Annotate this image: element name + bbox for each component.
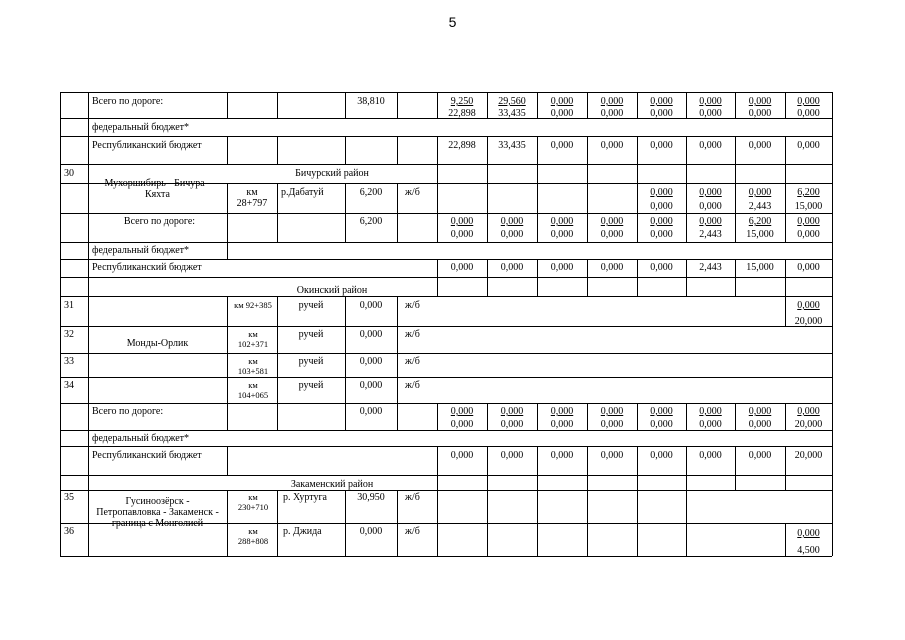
grid-line — [227, 446, 228, 475]
obstacle-name: ручей — [298, 356, 324, 367]
grid-line — [60, 490, 832, 491]
row-number: 34 — [64, 380, 74, 391]
grid-line — [88, 164, 89, 213]
grid-line — [345, 136, 346, 164]
federal-budget-label: федеральный бюджет* — [92, 245, 190, 256]
grid-line — [60, 296, 832, 297]
republican-budget-value: 20,000 — [794, 450, 823, 461]
km-mark: км 102+371 — [237, 329, 269, 349]
obstacle-name: р. Хуртуга — [283, 492, 327, 503]
total-top-value: 0,000 — [797, 406, 820, 417]
row-number: 32 — [64, 329, 74, 340]
total-top-value: 0,000 — [650, 96, 673, 107]
grid-line — [60, 430, 832, 431]
total-top-value: 0,000 — [699, 96, 722, 107]
row-number: 35 — [64, 492, 74, 503]
obstacle-name: р. Джида — [283, 526, 322, 537]
federal-budget-label: федеральный бюджет* — [92, 122, 190, 133]
total-length: 6,200 — [359, 216, 383, 227]
structure-type: ж/б — [405, 329, 420, 340]
grid-line — [60, 259, 832, 260]
total-bottom-value: 0,000 — [600, 108, 624, 119]
total-top-value: 0,000 — [699, 216, 722, 227]
grid-line — [277, 183, 278, 242]
value-bottom: 0,000 — [699, 201, 722, 212]
total-top-value: 0,000 — [600, 406, 624, 417]
republican-budget-value: 0,000 — [797, 262, 820, 273]
page-number: 5 — [448, 14, 457, 30]
km-mark: км 288+808 — [237, 526, 269, 546]
republican-budget-value: 33,435 — [498, 140, 526, 151]
republican-budget-value: 0,000 — [699, 140, 722, 151]
length-value: 0,000 — [359, 380, 383, 391]
grid-line — [60, 213, 832, 214]
km-mark: км 103+581 — [237, 356, 269, 376]
total-bottom-value: 20,000 — [794, 419, 823, 430]
grid-line — [397, 92, 398, 118]
value-top: 0,000 — [797, 300, 820, 311]
grid-line — [60, 242, 832, 243]
total-top-value: 0,000 — [797, 96, 820, 107]
grid-line — [88, 242, 89, 296]
value-top: 0,000 — [748, 187, 772, 198]
republican-budget-value: 0,000 — [797, 140, 820, 151]
grid-line — [227, 490, 228, 556]
grid-line — [60, 377, 832, 378]
total-top-value: 0,000 — [550, 96, 574, 107]
road-name: Мухоршибирь - Бичура - Кяхта — [104, 178, 211, 200]
total-bottom-value: 0,000 — [699, 419, 722, 430]
republican-budget-value: 0,000 — [600, 262, 624, 273]
total-top-value: 0,000 — [550, 406, 574, 417]
total-bottom-value: 0,000 — [699, 108, 722, 119]
row-number: 30 — [64, 168, 74, 179]
value-top: 6,200 — [797, 187, 820, 198]
length-value: 0,000 — [359, 300, 383, 311]
grid-line — [537, 490, 538, 556]
grid-line — [277, 92, 278, 118]
republican-budget-label: Республиканский бюджет — [92, 140, 202, 151]
total-top-value: 0,000 — [600, 96, 624, 107]
obstacle-name: ручей — [298, 380, 324, 391]
republican-budget-value: 0,000 — [550, 140, 574, 151]
length-value: 0,000 — [359, 356, 383, 367]
grid-line — [60, 92, 832, 93]
km-mark: км 28+797 — [236, 187, 268, 209]
km-mark: км 104+065 — [237, 380, 269, 400]
length-value: 30,950 — [357, 492, 385, 503]
km-mark: км 92+385 — [234, 300, 272, 310]
total-bottom-value: 0,000 — [600, 229, 624, 240]
total-bottom-value: 0,000 — [650, 229, 673, 240]
republican-budget-value: 0,000 — [550, 450, 574, 461]
total-top-value: 0,000 — [797, 216, 820, 227]
federal-budget-label: федеральный бюджет* — [92, 433, 190, 444]
value-bottom: 0,000 — [650, 201, 673, 212]
total-bottom-value: 0,000 — [550, 229, 574, 240]
value-top: 0,000 — [650, 187, 673, 198]
republican-budget-value: 0,000 — [600, 140, 624, 151]
district-heading: Бичурский район — [295, 168, 369, 179]
grid-line — [60, 403, 832, 404]
total-bottom-value: 0,000 — [797, 229, 820, 240]
grid-line — [397, 490, 398, 556]
table-border-left — [60, 92, 61, 556]
grid-line — [277, 136, 278, 164]
grid-line — [88, 296, 89, 403]
total-bottom-value: 0,000 — [748, 419, 772, 430]
structure-type: ж/б — [405, 380, 420, 391]
republican-budget-value: 0,000 — [450, 450, 474, 461]
total-top-value: 0,000 — [500, 216, 524, 227]
republican-budget-value: 0,000 — [650, 140, 673, 151]
km-mark: км 230+710 — [237, 492, 269, 512]
grid-line — [397, 136, 398, 164]
republican-budget-value: 0,000 — [650, 450, 673, 461]
republican-budget-label: Республиканский бюджет — [92, 450, 202, 461]
structure-type: ж/б — [405, 187, 420, 198]
grid-line — [88, 403, 89, 475]
obstacle-name: ручей — [298, 300, 324, 311]
republican-budget-value: 22,898 — [448, 140, 476, 151]
grid-line — [60, 556, 832, 557]
total-bottom-value: 22,898 — [448, 108, 476, 119]
total-length: 0,000 — [359, 406, 383, 417]
grid-line — [88, 92, 89, 164]
total-bottom-value: 0,000 — [748, 108, 772, 119]
road-name: Монды-Орлик — [126, 338, 189, 349]
total-top-value: 0,000 — [650, 406, 673, 417]
republican-budget-value: 0,000 — [748, 450, 772, 461]
republican-budget-label: Республиканский бюджет — [92, 262, 202, 273]
total-top-value: 0,000 — [699, 406, 722, 417]
total-bottom-value: 2,443 — [699, 229, 722, 240]
grid-line — [277, 490, 278, 556]
obstacle-name: ручей — [298, 329, 324, 340]
total-bottom-value: 0,000 — [650, 419, 673, 430]
grid-line — [487, 490, 488, 556]
republican-budget-value: 0,000 — [500, 450, 524, 461]
total-top-value: 0,000 — [748, 96, 772, 107]
structure-type: ж/б — [405, 356, 420, 367]
grid-line — [227, 242, 228, 259]
grid-line — [60, 353, 832, 354]
republican-budget-value: 15,000 — [746, 262, 774, 273]
grid-line — [437, 490, 438, 556]
total-bottom-value: 0,000 — [450, 229, 474, 240]
grid-line — [397, 183, 398, 242]
total-top-value: 0,000 — [500, 406, 524, 417]
republican-budget-value: 0,000 — [699, 450, 722, 461]
district-heading: Окинский район — [296, 285, 368, 296]
total-bottom-value: 0,000 — [550, 108, 574, 119]
structure-type: ж/б — [405, 492, 420, 503]
total-top-value: 0,000 — [450, 406, 474, 417]
total-top-value: 6,200 — [748, 216, 772, 227]
grid-line — [60, 164, 832, 165]
grid-line — [60, 446, 832, 447]
republican-budget-value: 0,000 — [450, 262, 474, 273]
republican-budget-value: 0,000 — [650, 262, 673, 273]
structure-type: ж/б — [405, 300, 420, 311]
total-bottom-value: 0,000 — [600, 419, 624, 430]
structure-type: ж/б — [405, 526, 420, 537]
row-number: 33 — [64, 356, 74, 367]
republican-budget-value: 0,000 — [500, 262, 524, 273]
grid-line — [60, 475, 832, 476]
road-name: Гусиноозёрск - Петропавловка - Закаменск - граница с Монголией — [96, 496, 219, 529]
total-bottom-value: 0,000 — [450, 419, 474, 430]
obstacle-name: р.Дабатуй — [281, 187, 324, 198]
total-bottom-value: 0,000 — [500, 229, 524, 240]
length-value: 0,000 — [359, 329, 383, 340]
length-value: 6,200 — [359, 187, 383, 198]
value-bottom: 20,000 — [794, 316, 823, 327]
grid-line — [686, 490, 687, 556]
row-number: 36 — [64, 526, 74, 537]
total-top-value: 29,560 — [498, 96, 526, 107]
grid-line — [397, 296, 398, 430]
total-label: Всего по дороге: — [123, 216, 196, 227]
grid-line — [227, 92, 228, 118]
grid-line — [832, 296, 833, 326]
total-label: Всего по дороге: — [92, 96, 164, 107]
grid-line — [60, 277, 832, 278]
grid-line — [60, 326, 832, 327]
row-number: 31 — [64, 300, 74, 311]
total-top-value: 0,000 — [550, 216, 574, 227]
value-bottom: 2,443 — [748, 201, 772, 212]
republican-budget-value: 2,443 — [699, 262, 722, 273]
value-bottom: 15,000 — [794, 201, 823, 212]
total-top-value: 9,250 — [450, 96, 474, 107]
grid-line — [587, 490, 588, 556]
district-heading: Закаменский район — [290, 479, 374, 490]
grid-line — [637, 490, 638, 556]
grid-line — [227, 296, 228, 430]
total-bottom-value: 0,000 — [650, 108, 673, 119]
republican-budget-value: 0,000 — [550, 262, 574, 273]
value-top: 0,000 — [797, 528, 820, 539]
total-bottom-value: 33,435 — [498, 108, 526, 119]
grid-line — [60, 136, 832, 137]
total-bottom-value: 0,000 — [797, 108, 820, 119]
length-value: 0,000 — [359, 526, 383, 537]
total-top-value: 0,000 — [450, 216, 474, 227]
grid-line — [227, 136, 228, 164]
republican-budget-value: 0,000 — [748, 140, 772, 151]
total-top-value: 0,000 — [650, 216, 673, 227]
total-bottom-value: 15,000 — [746, 229, 774, 240]
republican-budget-value: 0,000 — [600, 450, 624, 461]
total-top-value: 0,000 — [748, 406, 772, 417]
value-bottom: 4,500 — [797, 545, 820, 556]
total-label: Всего по дороге: — [92, 406, 164, 417]
total-bottom-value: 0,000 — [500, 419, 524, 430]
total-bottom-value: 0,000 — [550, 419, 574, 430]
grid-line — [88, 213, 89, 242]
total-length: 38,810 — [357, 96, 385, 107]
value-top: 0,000 — [699, 187, 722, 198]
total-top-value: 0,000 — [600, 216, 624, 227]
